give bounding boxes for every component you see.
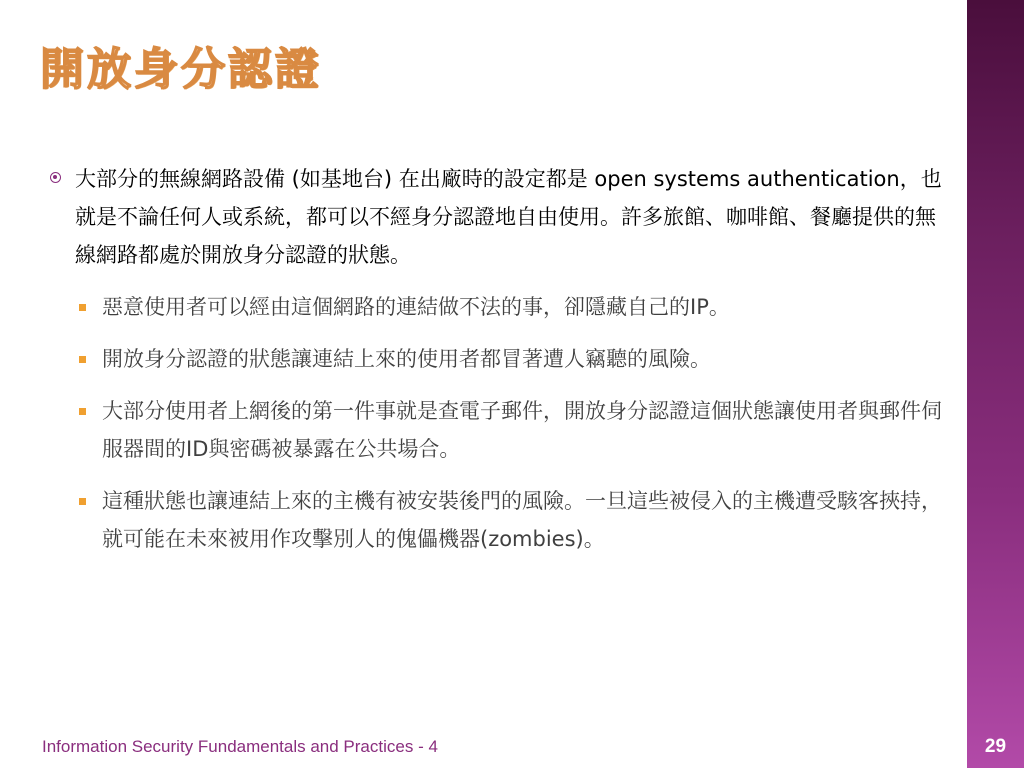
orange-square-bullet-icon [79,408,86,415]
orange-square-bullet-icon [79,304,86,311]
bullet-level2 [50,482,952,558]
bullet-level2-text: 惡意使用者可以經由這個網路的連結做不法的事，卻隱藏自己的IP。 [102,295,730,319]
decorative-side-band [967,0,1024,768]
slide-title: 開放身分認證 [40,44,322,95]
bullet-level2-text: 這種狀態也讓連結上來的主機有被安裝後門的風險。一旦這些被侵入的主機遭受駭客挾持，就可能在未來被用作攻擊別人的傀儡機器(zombies)。 [102,489,942,551]
page-number: 29 [984,736,1007,757]
slide-content [50,160,950,572]
bullet-level2-text: 開放身分認證的狀態讓連結上來的使用者都冒著遭人竊聽的風險。 [102,347,711,371]
bullet-level1-text: 大部分的無線網路設備 (如基地台) 在出廠時的設定都是 open systems authentication，也就是不論任何人或系統，都可以不經身分認證地自由使用。許多旅館、咖啡館、餐廳提供的無線網路都處於開放身分認證的狀態。 [75,167,942,267]
bullet-level1 [50,160,947,274]
footer-course-title: Information Security Fundamentals and Practices - 4 [42,737,438,756]
circle-dot-bullet-icon [50,172,61,183]
bullet-level2 [50,392,952,468]
bullet-level2 [50,340,952,378]
orange-square-bullet-icon [79,498,86,505]
orange-square-bullet-icon [79,356,86,363]
bullet-level2 [50,288,952,326]
bullet-level2-text: 大部分使用者上網後的第一件事就是查電子郵件，開放身分認證這個狀態讓使用者與郵件伺服器間的ID與密碼被暴露在公共場合。 [102,399,942,461]
